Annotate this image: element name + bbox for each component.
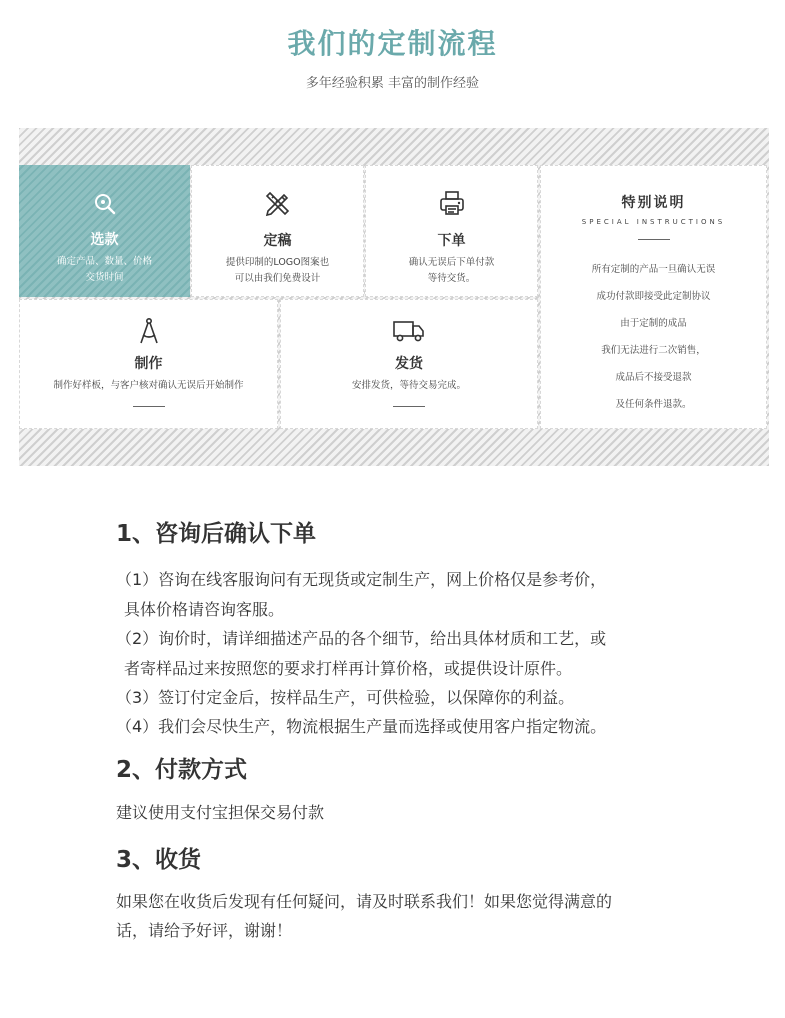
truck-icon — [392, 318, 426, 344]
divider — [393, 406, 425, 407]
step-select — [19, 165, 190, 297]
step-shipping — [280, 299, 538, 429]
notes-title: 特别说明 — [621, 195, 686, 211]
notes-line: 所有定制的产品一旦确认无误 — [591, 264, 716, 275]
step-desc: 确认无误后下单付款 等待交货。 — [408, 257, 495, 284]
step-title: 定稿 — [263, 233, 292, 249]
step-desc: 制作好样板，与客户核对确认无误后开始制作 — [53, 380, 244, 391]
section-heading: 2、付款方式 — [116, 757, 248, 783]
step-desc: 提供印制的LOGO图案也 可以由我们免费设计 — [225, 257, 330, 284]
paragraph-line: 建议使用支付宝担保交易付款 — [116, 803, 325, 822]
pen-ruler-icon — [263, 188, 293, 218]
notes-line: 及任何条件退款。 — [615, 399, 692, 410]
step-order — [365, 165, 538, 297]
section-heading: 1、咨询后确认下单 — [116, 521, 317, 547]
notes-line: 成功付款即接受此定制协议 — [596, 291, 711, 302]
step-production — [19, 299, 278, 429]
step-desc: 安排发货，等待交易完成。 — [351, 380, 466, 391]
step-desc: 确定产品、数量、价格 交货时间 — [56, 256, 152, 283]
section-heading: 3、收货 — [116, 847, 202, 873]
page-subtitle: 多年经验积累 丰富的制作经验 — [305, 76, 480, 91]
paragraph-line: （4）我们会尽快生产，物流根据生产量而选择或使用客户指定物流。 — [116, 717, 607, 736]
printer-icon — [437, 188, 467, 218]
paragraph-line: 者寄样品过来按照您的要求打样再计算价格，或提供设计原件。 — [124, 659, 573, 678]
paragraph-line: （1）咨询在线客服询问有无现货或定制生产，网上价格仅是参考价， — [116, 570, 607, 589]
divider — [133, 406, 165, 407]
step-title: 制作 — [134, 356, 163, 372]
step-title: 发货 — [395, 356, 423, 372]
compass-icon — [135, 316, 163, 346]
page-title: 我们的定制流程 — [287, 27, 498, 60]
process-panel — [19, 128, 769, 466]
special-instructions-box — [540, 165, 767, 429]
paragraph-line: 话，请给予好评，谢谢！ — [116, 921, 293, 940]
paragraph-line: 具体价格请咨询客服。 — [124, 600, 285, 619]
step-title: 下单 — [437, 233, 466, 249]
notes-line: 由于定制的成品 — [620, 318, 687, 329]
paragraph-line: （3）签订付定金后，按样品生产，可供检验，以保障你的利益。 — [116, 688, 575, 707]
search-icon — [92, 191, 118, 217]
paragraph-line: 如果您在收货后发现有任何疑问，请及时联系我们！如果您觉得满意的 — [116, 892, 613, 911]
notes-line: 我们无法进行二次销售， — [601, 345, 706, 356]
divider — [638, 239, 670, 240]
notes-line: 成品后不接受退款 — [615, 372, 692, 383]
step-finalize — [191, 165, 364, 297]
step-title: 选款 — [90, 232, 119, 248]
notes-subtitle: SPECIAL INSTRUCTIONS — [581, 218, 726, 226]
paragraph-line: （2）询价时，请详细描述产品的各个细节，给出具体材质和工艺，或 — [116, 629, 607, 648]
